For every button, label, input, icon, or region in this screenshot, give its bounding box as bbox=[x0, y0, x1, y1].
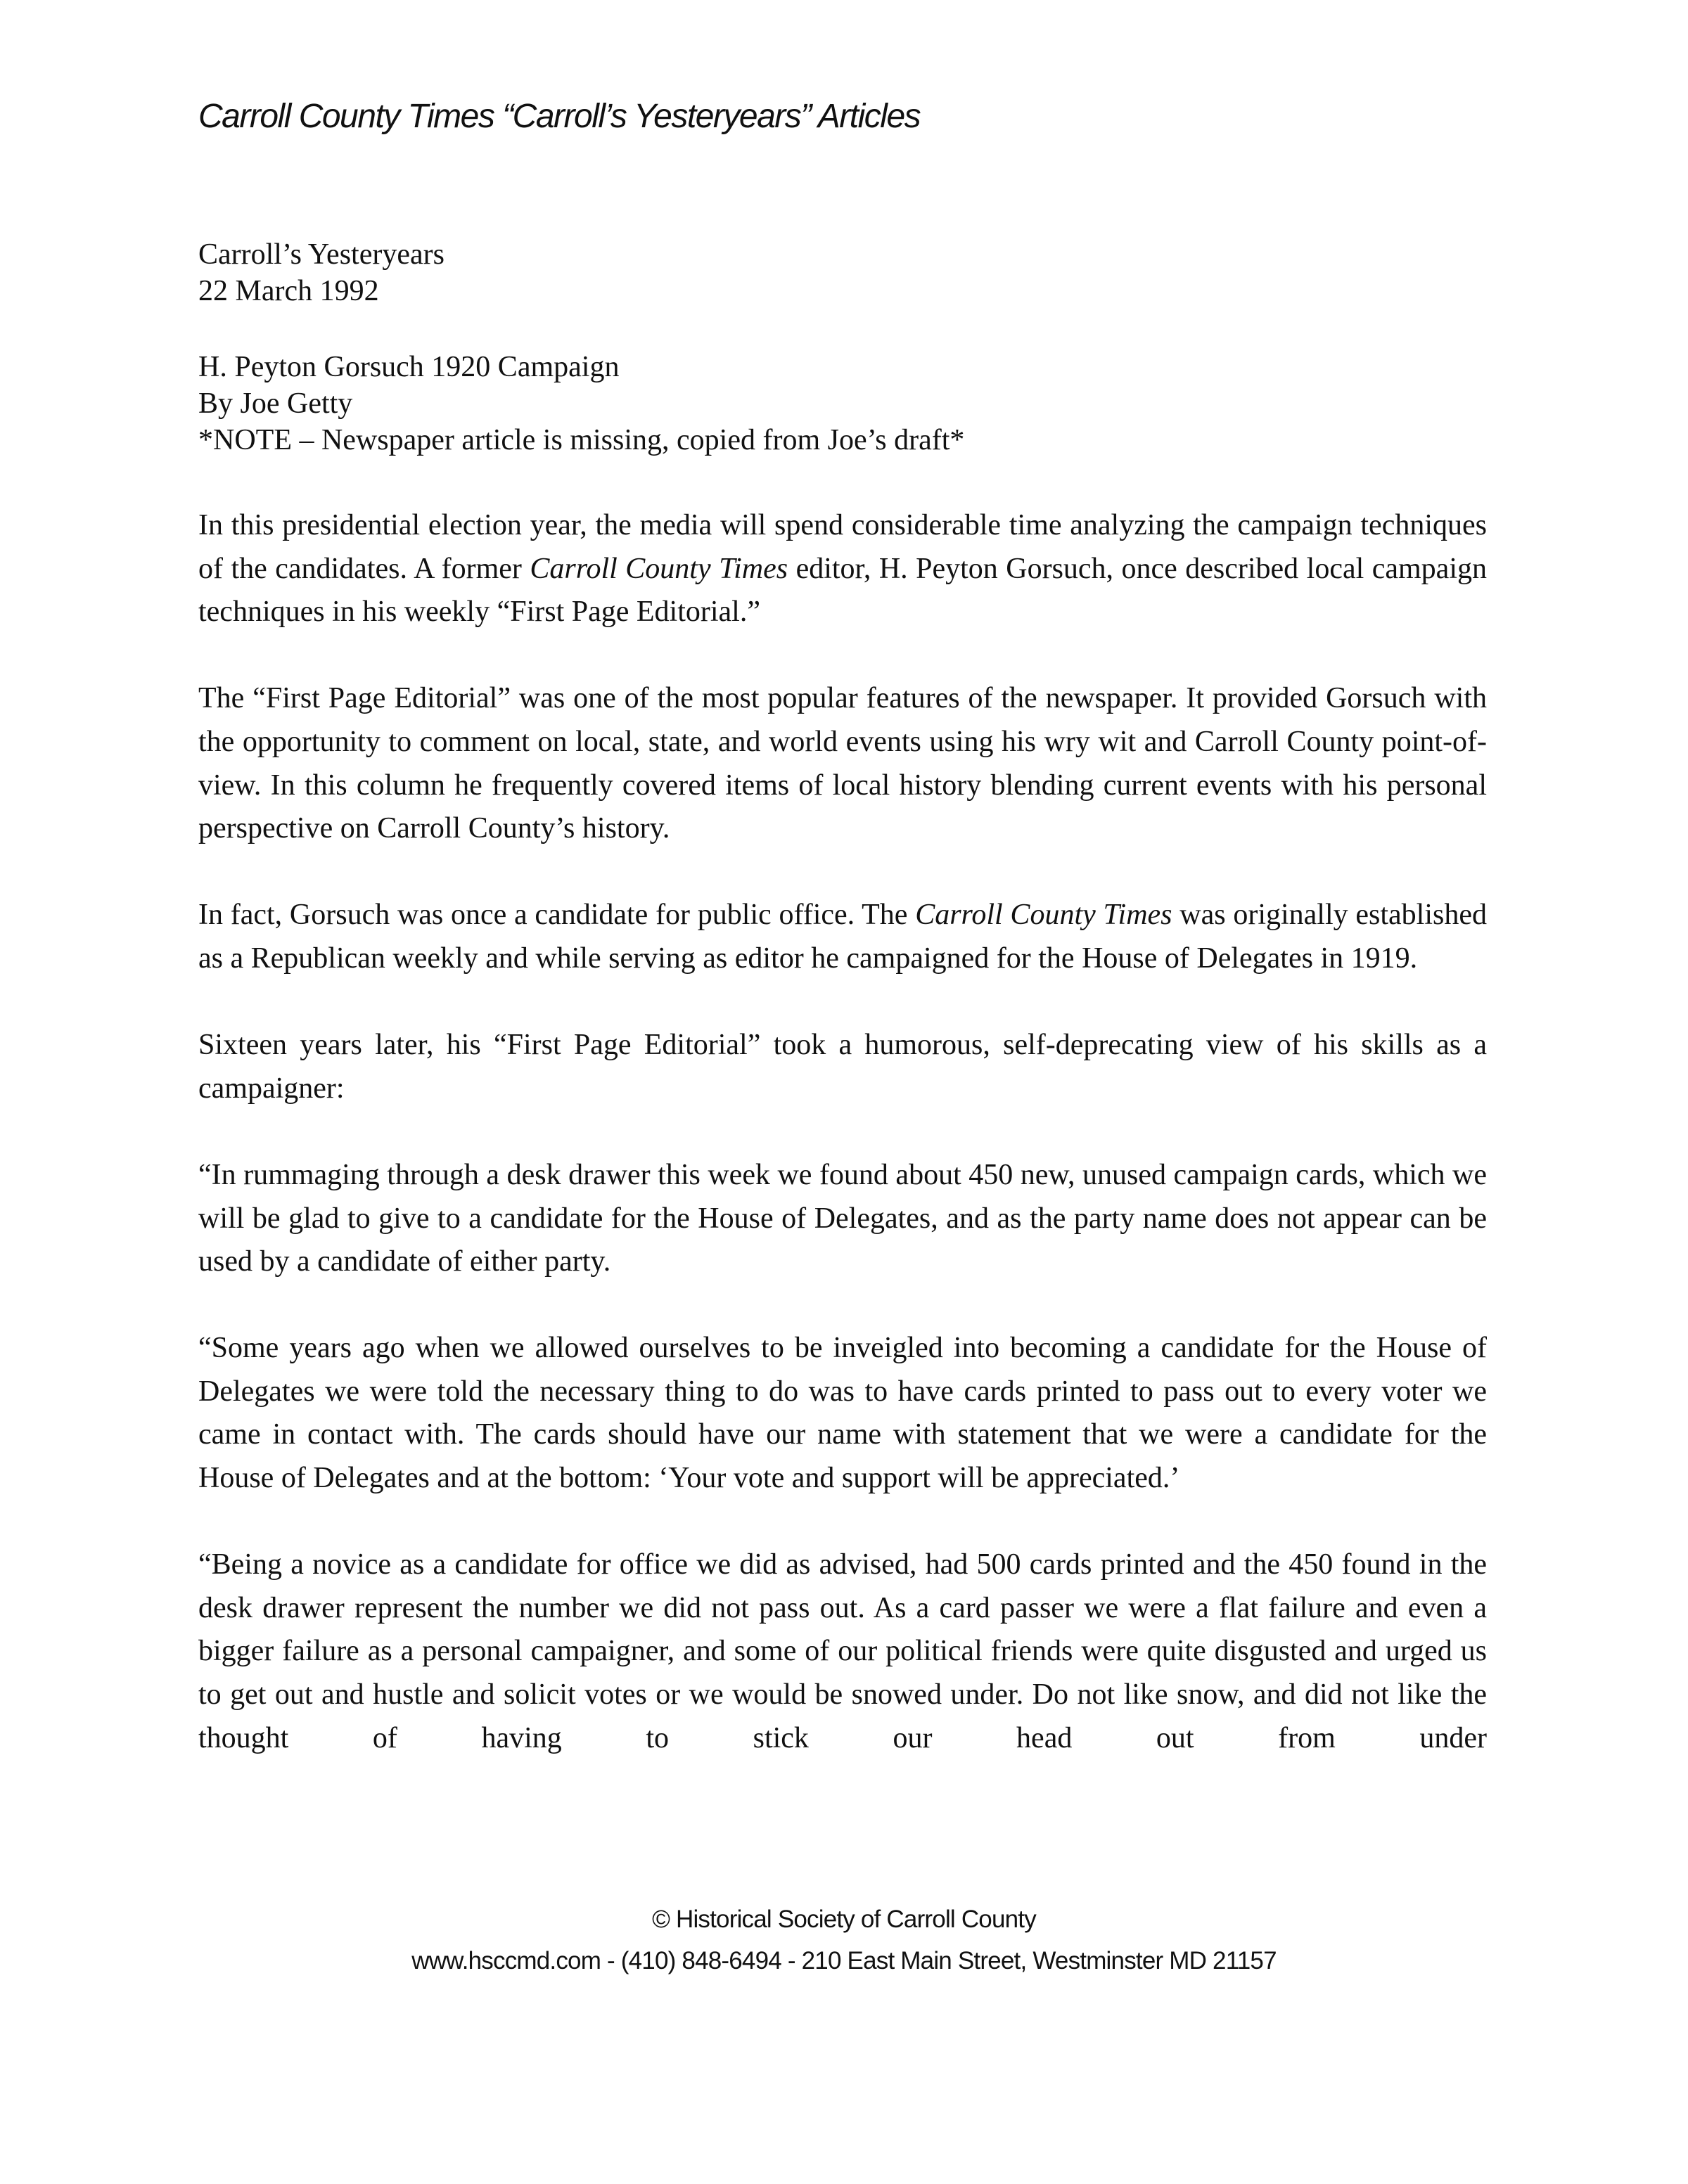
article-headline: H. Peyton Gorsuch 1920 Campaign bbox=[198, 351, 620, 383]
paragraph-text: editor, H. Peyton Gorsuch, once described local campaign techniques in his weekly “First Page Editorial.” bbox=[198, 552, 1487, 629]
italic-title-text: Carroll County Times bbox=[915, 899, 1172, 932]
footer-copyright: © Historical Society of Carroll County bbox=[652, 1906, 1036, 1933]
paragraph-text: “Some years ago when we allowed ourselves to be inveigled into becoming a candidate for the House of Delegates we were told the necessary thing to do was to have cards printed to pass out to every voter we came in contact with. The cards should have our name with statement that we were a candidate for the House of Delegates and at the bottom: ‘Your vote and support will be appreciated.’ bbox=[198, 1332, 1487, 1495]
paragraph-text: Sixteen years later, his “First Page Editorial” took a humorous, self-deprecating view of his skills as a campaigner: bbox=[198, 1029, 1487, 1105]
article-paragraph bbox=[198, 894, 1487, 980]
article-paragraph bbox=[198, 1154, 1487, 1284]
article-byline: By Joe Getty bbox=[198, 387, 353, 420]
paragraph-text: was originally established as a Republican weekly and while serving as editor he campaigned for the House of Delegates in 1919. bbox=[198, 899, 1487, 975]
article-paragraph bbox=[198, 677, 1487, 850]
column-name: Carroll’s Yesteryears bbox=[198, 238, 445, 271]
article-paragraph bbox=[198, 1327, 1487, 1500]
footer-contact: www.hsccmd.com - (410) 848-6494 - 210 East Main Street, Westminster MD 21157 bbox=[411, 1947, 1277, 1974]
paragraph-text: “Being a novice as a candidate for office we did as advised, had 500 cards printed and the 450 found in the desk drawer represent the number we did not pass out. As a card passer we were a flat failure and even a bigger failure as a personal campaigner, and some of our political friends were quite disgusted and urged us to get out and hustle and solicit votes or we would be snowed under. Do not like snow, and did not like the thought of having to stick our head out from under bbox=[198, 1548, 1487, 1754]
article-note: *NOTE – Newspaper article is missing, copied from Joe’s draft* bbox=[198, 424, 965, 456]
article-paragraph bbox=[198, 504, 1487, 634]
paragraph-text: The “First Page Editorial” was one of the most popular features of the newspaper. It provided Gorsuch with the opportunity to comment on local, state, and world events using his wry wit and Carroll County point-of-view. In this column he frequently covered items of local history blending current events with his personal perspective on Carroll County’s history. bbox=[198, 682, 1487, 845]
article-info bbox=[198, 349, 964, 458]
paragraph-text: In this presidential election year, the media will spend considerable time analyzing the campaign techniques of the candidates. A former bbox=[198, 509, 1487, 585]
column-info bbox=[198, 236, 445, 309]
document-header-title: Carroll County Times “Carroll’s Yesteryears” Articles bbox=[198, 98, 921, 135]
article-paragraph bbox=[198, 1543, 1487, 1760]
page-footer bbox=[0, 1899, 1688, 1981]
article-paragraph bbox=[198, 1024, 1487, 1110]
italic-title-text: Carroll County Times bbox=[530, 552, 788, 585]
paragraph-text: “In rummaging through a desk drawer this week we found about 450 new, unused campaign cards, which we will be glad to give to a candidate for the House of Delegates, and as the party name does not appear can be used by a candidate of either party. bbox=[198, 1158, 1487, 1278]
paragraph-text: In fact, Gorsuch was once a candidate for public office. The bbox=[198, 899, 916, 932]
article-body bbox=[198, 504, 1487, 1804]
article-date: 22 March 1992 bbox=[198, 275, 379, 307]
